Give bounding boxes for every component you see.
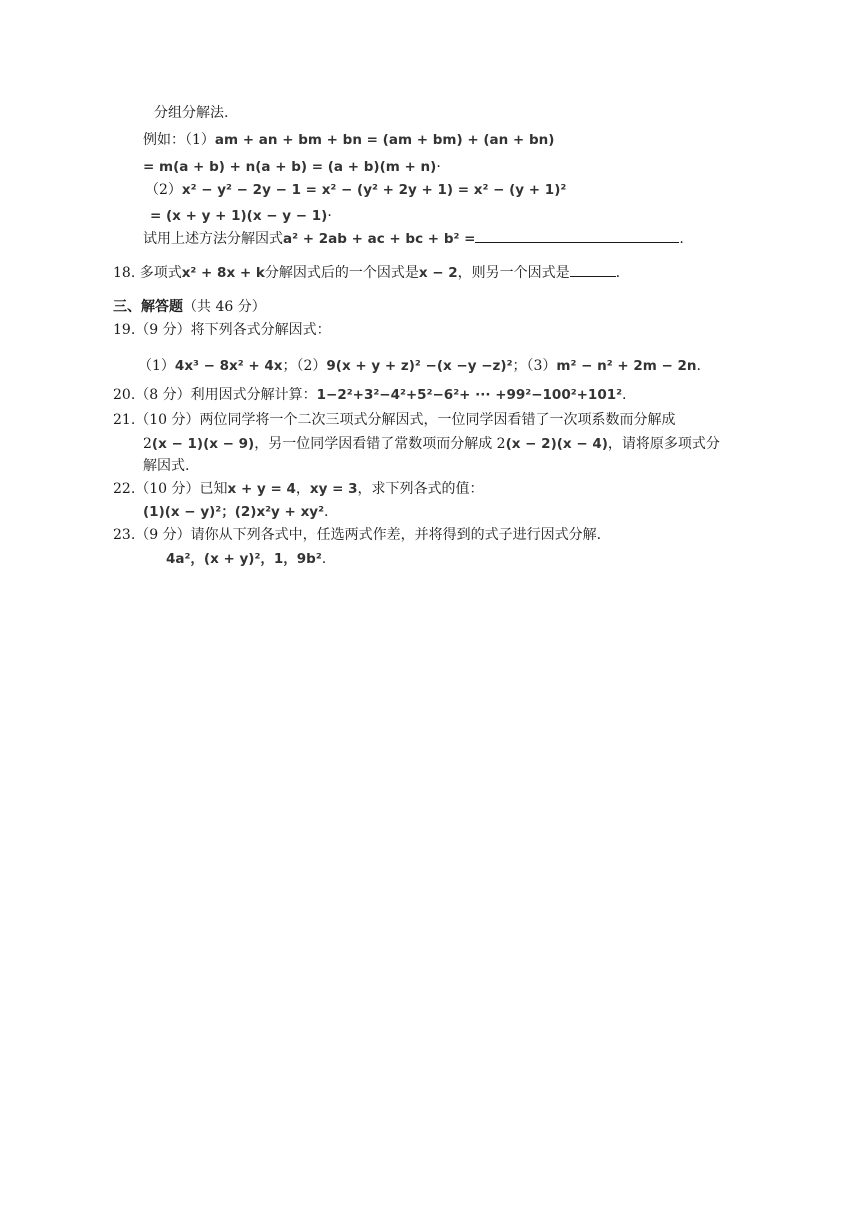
q22-separator: ， bbox=[295, 481, 310, 497]
example-2-line-1 bbox=[145, 180, 566, 200]
example-1-expression: am + an + bm + bn = (am + bm) + (an + bn) bbox=[214, 132, 555, 148]
example-1-line-1 bbox=[143, 130, 554, 150]
q22-stem-text: 22.（10 分）已知 bbox=[113, 481, 228, 497]
q18-factor: x − 2 bbox=[418, 265, 458, 281]
question-21-line-1: 21.（10 分）两位同学将一个二次三项式分解因式，一位同学因看错了一次项系数而分解成 bbox=[113, 412, 676, 428]
q20-end-mark: . bbox=[622, 387, 627, 403]
question-18 bbox=[113, 262, 620, 282]
question-23-stem: 23.（9 分）请你从下列各式中，任选两式作差，并将得到的式子进行因式分解. bbox=[113, 527, 602, 543]
q19-part-2-expression: 9(x + y + z)² −(x −y −z)² bbox=[326, 358, 513, 374]
q22-condition-b: xy = 3 bbox=[309, 481, 358, 497]
question-21-line-2 bbox=[143, 434, 720, 454]
q18-text-c: ，则另一个因式是 bbox=[457, 265, 570, 281]
question-22-stem bbox=[113, 479, 483, 499]
example-1-end-mark: · bbox=[436, 159, 441, 175]
q18-number: 18. bbox=[113, 265, 140, 281]
example-1-result: = m(a + b) + n(a + b) = (a + b)(m + n) bbox=[143, 159, 437, 175]
example-2-result: = (x + y + 1)(x − y − 1) bbox=[150, 208, 328, 224]
q21-factorization-b: (x − 2)(x − 4) bbox=[505, 436, 608, 452]
question-21-line-3: 解因式. bbox=[143, 458, 190, 474]
q18-end-mark: . bbox=[615, 265, 621, 281]
question-19-stem: 19.（9 分）将下列各式分解因式： bbox=[113, 322, 331, 338]
question-22-parts bbox=[143, 502, 328, 522]
q20-expression: 1−2²+3²−4²+5²−6²+ ··· +99²−100²+101² bbox=[316, 387, 623, 403]
question-19-parts bbox=[138, 356, 701, 376]
method-title: 分组分解法. bbox=[154, 105, 229, 121]
q23-end-mark: . bbox=[321, 551, 327, 567]
example-2-line-2 bbox=[150, 206, 332, 226]
q22-end-mark: . bbox=[324, 504, 329, 520]
q19-part-1-label: （1） bbox=[138, 358, 175, 374]
q21-factorization-a: (x − 1)(x − 9) bbox=[151, 436, 255, 452]
answer-blank[interactable] bbox=[570, 262, 616, 277]
example-2-label: （2） bbox=[145, 182, 182, 198]
try-expression: a² + 2ab + ac + bc + b² = bbox=[283, 231, 476, 247]
q19-part-3-expression: m² − n² + 2m − 2n bbox=[556, 358, 697, 374]
q21-text-c: ，请将原多项式分 bbox=[607, 436, 720, 452]
q22-tail-text: ，求下列各式的值： bbox=[357, 481, 484, 497]
answer-blank[interactable] bbox=[475, 228, 679, 243]
section-heading bbox=[113, 297, 266, 317]
section-title: 三、解答题 bbox=[113, 299, 183, 315]
q19-part-3-label: ；（3） bbox=[512, 358, 557, 374]
try-prefix: 试用上述方法分解因式 bbox=[143, 231, 283, 247]
example-2-end-mark: · bbox=[327, 208, 332, 224]
q22-condition-a: x + y = 4 bbox=[227, 481, 296, 497]
example-1-line-2 bbox=[143, 157, 441, 177]
q21-coefficient-a: 2 bbox=[143, 436, 152, 452]
q19-end-mark: . bbox=[696, 358, 701, 374]
question-23-expressions bbox=[166, 549, 326, 569]
q23-expression-list: 4a²，(x + y)²，1，9b² bbox=[166, 551, 322, 567]
q18-text-b: 分解因式后的一个因式是 bbox=[264, 265, 419, 281]
section-points: （共 46 分） bbox=[183, 299, 266, 315]
question-20 bbox=[113, 385, 626, 405]
q19-part-2-label: ；（2） bbox=[282, 358, 327, 374]
q18-polynomial: x² + 8x + k bbox=[181, 265, 265, 281]
try-end-mark: . bbox=[679, 231, 684, 247]
q18-text-a: 多项式 bbox=[139, 265, 182, 281]
q22-parts-expression: (1)(x − y)²；(2)x²y + xy² bbox=[143, 504, 324, 520]
q20-stem: 20.（8 分）利用因式分解计算： bbox=[113, 387, 317, 403]
q21-text-b: ，另一位同学因看错了常数项而分解成 2 bbox=[254, 436, 506, 452]
try-question bbox=[143, 228, 684, 248]
example-2-expression: x² − y² − 2y − 1 = x² − (y² + 2y + 1) = x² − (y + 1)² bbox=[181, 182, 567, 198]
example-label: 例如：（1） bbox=[143, 132, 215, 148]
q19-part-1-expression: 4x³ − 8x² + 4x bbox=[174, 358, 283, 374]
